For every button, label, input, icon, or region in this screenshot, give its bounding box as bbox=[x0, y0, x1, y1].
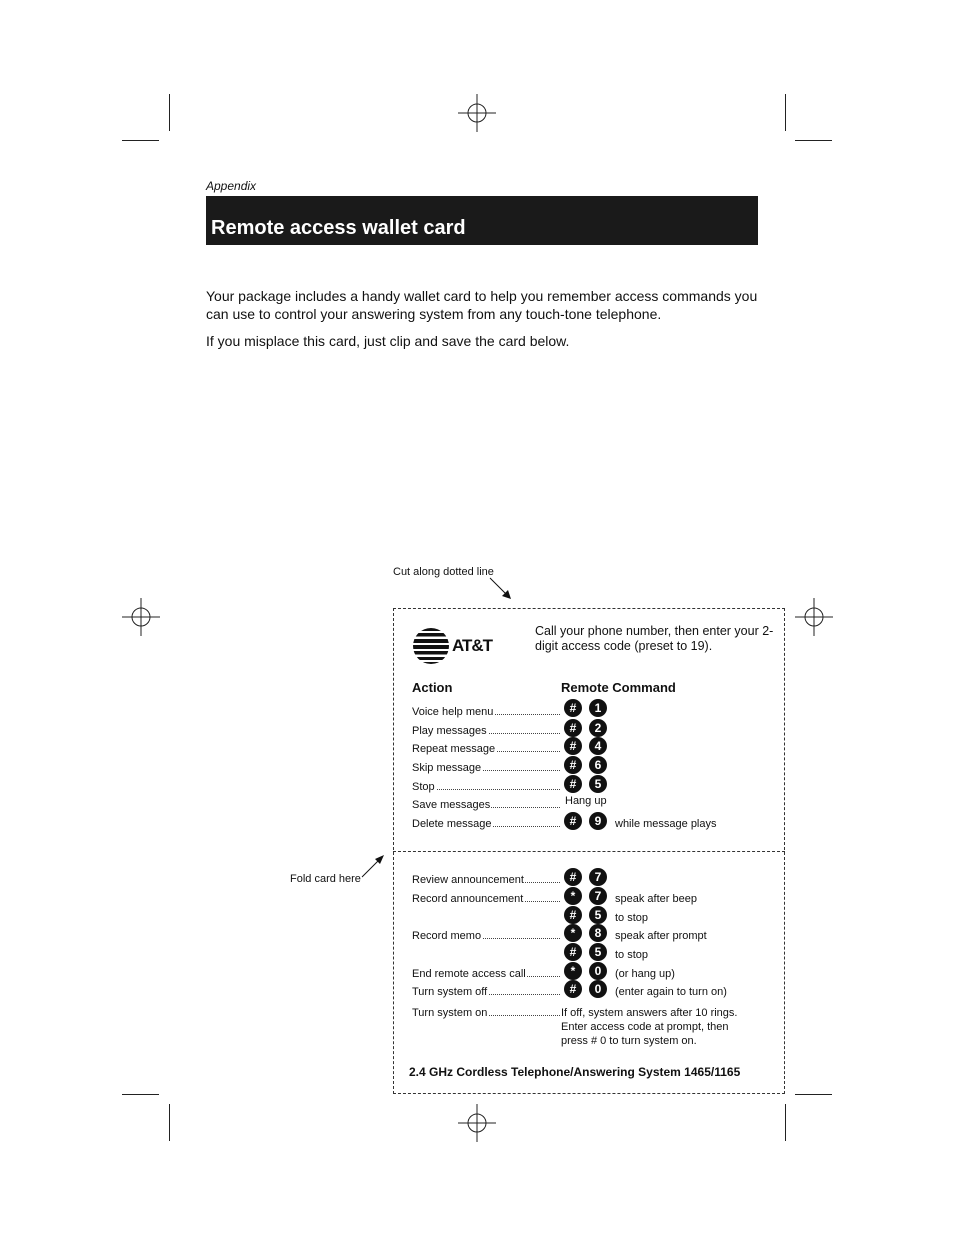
digit-key-icon: 5 bbox=[589, 906, 607, 924]
fold-label: Fold card here bbox=[290, 873, 361, 885]
hash-key-icon: # bbox=[564, 775, 582, 793]
action-label: Skip message bbox=[412, 762, 560, 774]
arrow-up-right-icon bbox=[360, 853, 386, 879]
col-header-command: Remote Command bbox=[561, 680, 676, 695]
command-note: Hang up bbox=[565, 795, 607, 807]
action-label: Record announcement bbox=[412, 893, 560, 905]
crop-mark bbox=[169, 94, 170, 131]
command-note: (or hang up) bbox=[615, 968, 675, 980]
digit-key-icon: 6 bbox=[589, 756, 607, 774]
col-header-action: Action bbox=[412, 680, 453, 695]
hash-key-icon: # bbox=[564, 943, 582, 961]
section-label: Appendix bbox=[206, 179, 257, 193]
att-logo-text: AT&T bbox=[452, 636, 493, 655]
crop-mark bbox=[785, 1104, 786, 1141]
action-label: Turn system off bbox=[412, 986, 560, 998]
digit-key-icon: 8 bbox=[589, 924, 607, 942]
star-key-icon: * bbox=[564, 962, 582, 980]
digit-key-icon: 1 bbox=[589, 699, 607, 717]
turn-on-note: Enter access code at prompt, then bbox=[561, 1021, 729, 1033]
action-label: Save messages bbox=[412, 799, 560, 811]
digit-key-icon: 0 bbox=[589, 980, 607, 998]
clip-paragraph: If you misplace this card, just clip and save the card below. bbox=[206, 333, 570, 349]
call-instructions: Call your phone number, then enter your 2-digit access code (preset to 19). bbox=[535, 624, 774, 653]
turn-on-note: press # 0 to turn system on. bbox=[561, 1035, 697, 1047]
att-globe-logo-icon bbox=[412, 627, 450, 665]
fold-line bbox=[393, 851, 785, 852]
digit-key-icon: 7 bbox=[589, 887, 607, 905]
command-note: while message plays bbox=[615, 818, 717, 830]
action-label: Play messages bbox=[412, 725, 560, 737]
card-footer: 2.4 GHz Cordless Telephone/Answering System 1465/1165 bbox=[409, 1065, 741, 1079]
action-label: Turn system on bbox=[412, 1007, 560, 1019]
command-note: (enter again to turn on) bbox=[615, 986, 727, 998]
action-label: Record memo bbox=[412, 930, 560, 942]
digit-key-icon: 5 bbox=[589, 775, 607, 793]
star-key-icon: * bbox=[564, 924, 582, 942]
command-note: speak after prompt bbox=[615, 930, 707, 942]
intro-paragraph: Your package includes a handy wallet card to help you remember access commands you can use to control your answering system from any touch-tone telephone. bbox=[206, 288, 758, 322]
arrow-down-right-icon bbox=[488, 576, 514, 602]
action-label: Voice help menu bbox=[412, 706, 560, 718]
hash-key-icon: # bbox=[564, 756, 582, 774]
digit-key-icon: 4 bbox=[589, 737, 607, 755]
registration-mark-icon bbox=[458, 1104, 496, 1142]
hash-key-icon: # bbox=[564, 812, 582, 830]
turn-on-note: If off, system answers after 10 rings. bbox=[561, 1007, 738, 1019]
digit-key-icon: 2 bbox=[589, 719, 607, 737]
crop-mark bbox=[122, 1094, 159, 1095]
hash-key-icon: # bbox=[564, 737, 582, 755]
registration-mark-icon bbox=[458, 94, 496, 132]
hash-key-icon: # bbox=[564, 699, 582, 717]
crop-mark bbox=[795, 1094, 832, 1095]
hash-key-icon: # bbox=[564, 980, 582, 998]
registration-mark-icon bbox=[122, 598, 160, 636]
hash-key-icon: # bbox=[564, 906, 582, 924]
crop-mark bbox=[169, 1104, 170, 1141]
action-label: Stop bbox=[412, 781, 560, 793]
page-title: Remote access wallet card bbox=[211, 217, 466, 239]
hash-key-icon: # bbox=[564, 868, 582, 886]
hash-key-icon: # bbox=[564, 719, 582, 737]
action-label: End remote access call bbox=[412, 968, 560, 980]
crop-mark bbox=[785, 94, 786, 131]
command-note: speak after beep bbox=[615, 893, 697, 905]
crop-mark bbox=[795, 140, 832, 141]
registration-mark-icon bbox=[795, 598, 833, 636]
digit-key-icon: 7 bbox=[589, 868, 607, 886]
digit-key-icon: 9 bbox=[589, 812, 607, 830]
action-label: Review announcement bbox=[412, 874, 560, 886]
command-note: to stop bbox=[615, 912, 649, 924]
action-label: Repeat message bbox=[412, 743, 560, 755]
command-note: to stop bbox=[615, 949, 649, 961]
digit-key-icon: 5 bbox=[589, 943, 607, 961]
action-label: Delete message bbox=[412, 818, 560, 830]
star-key-icon: * bbox=[564, 887, 582, 905]
crop-mark bbox=[122, 140, 159, 141]
cut-label: Cut along dotted line bbox=[393, 566, 494, 578]
digit-key-icon: 0 bbox=[589, 962, 607, 980]
